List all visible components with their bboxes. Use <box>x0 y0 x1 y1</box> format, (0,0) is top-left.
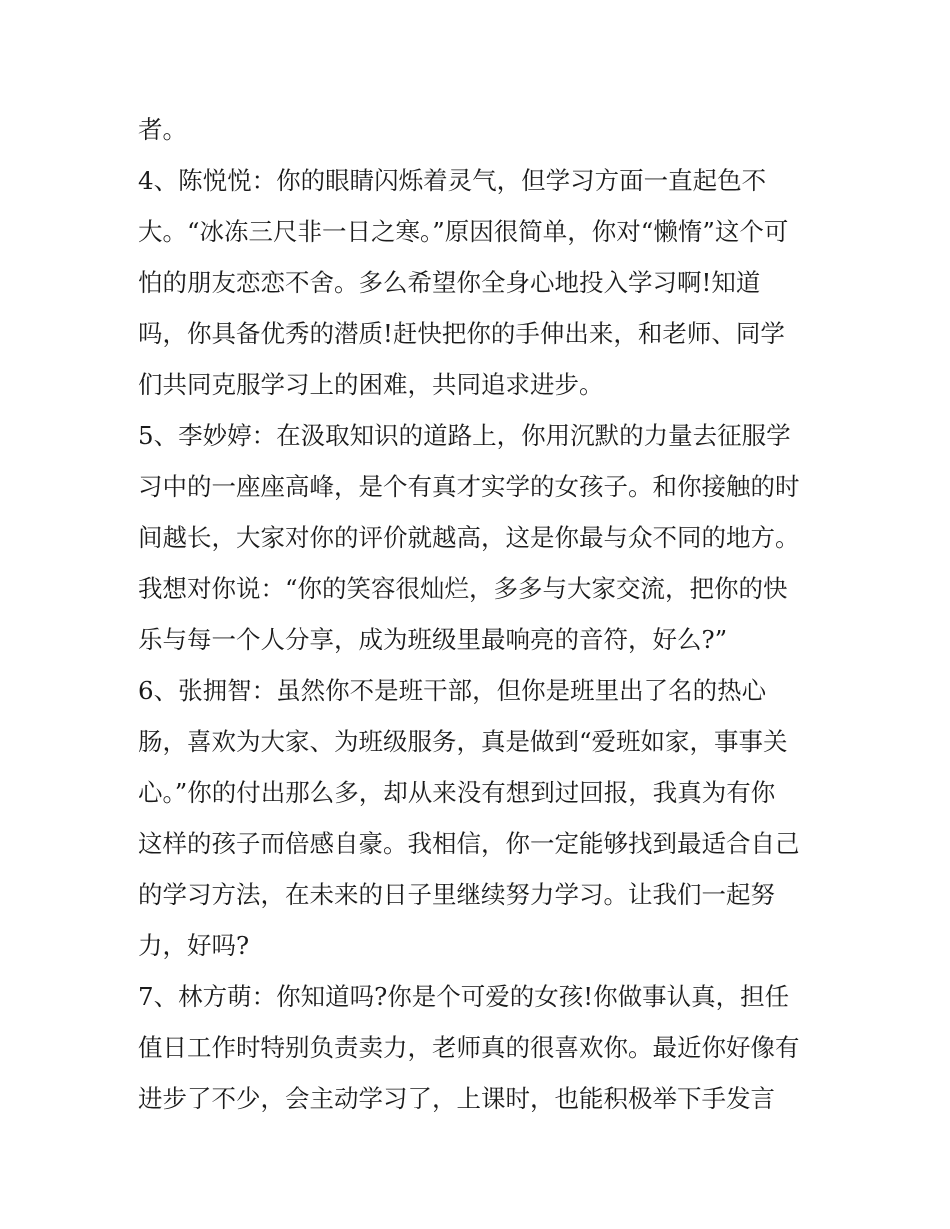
document-body <box>138 104 828 1124</box>
text-line: 心。”你的付出那么多，却从来没有想到过回报，我真为有你 <box>138 778 776 807</box>
text-line: 吗，你具备优秀的潜质!赶快把你的手伸出来，和老师、同学 <box>138 319 785 348</box>
text-line: 肠，喜欢为大家、为班级服务，真是做到“爱班如家，事事关 <box>138 727 788 756</box>
text-line: 力，好吗? <box>138 931 250 960</box>
text-line: 习中的一座座高峰，是个有真才实学的女孩子。和你接触的时 <box>138 472 800 501</box>
text-line: 的学习方法，在未来的日子里继续努力学习。让我们一起努 <box>138 880 775 909</box>
text-line: 怕的朋友恋恋不舍。多么希望你全身心地投入学习啊!知道 <box>138 268 761 297</box>
text-line: 7、林方萌：你知道吗?你是个可爱的女孩!你做事认真，担任 <box>138 982 790 1011</box>
text-line: 进步了不少，会主动学习了，上课时，也能积极举下手发言 <box>138 1084 775 1113</box>
text-line: 间越长，大家对你的评价就越高，这是你最与众不同的地方。 <box>138 523 800 552</box>
text-line: 4、陈悦悦：你的眼睛闪烁着灵气，但学习方面一直起色不 <box>138 166 767 195</box>
text-line: 者。 <box>138 115 187 144</box>
text-line: 们共同克服学习上的困难，共同追求进步。 <box>138 370 604 399</box>
text-line: 大。“冰冻三尺非一日之寒。”原因很简单，你对“懒惰”这个可 <box>138 217 789 246</box>
text-line: 我想对你说：“你的笑容很灿烂，多多与大家交流，把你的快 <box>138 574 788 603</box>
text-line: 乐与每一个人分享，成为班级里最响亮的音符，好么?” <box>138 625 728 654</box>
text-line: 5、李妙婷：在汲取知识的道路上，你用沉默的力量去征服学 <box>138 421 791 450</box>
text-line: 6、张拥智：虽然你不是班干部，但你是班里出了名的热心 <box>138 676 767 705</box>
text-line: 值日工作时特别负责卖力，老师真的很喜欢你。最近你好像有 <box>138 1033 800 1062</box>
text-line: 这样的孩子而倍感自豪。我相信，你一定能够找到最适合自己 <box>138 829 800 858</box>
